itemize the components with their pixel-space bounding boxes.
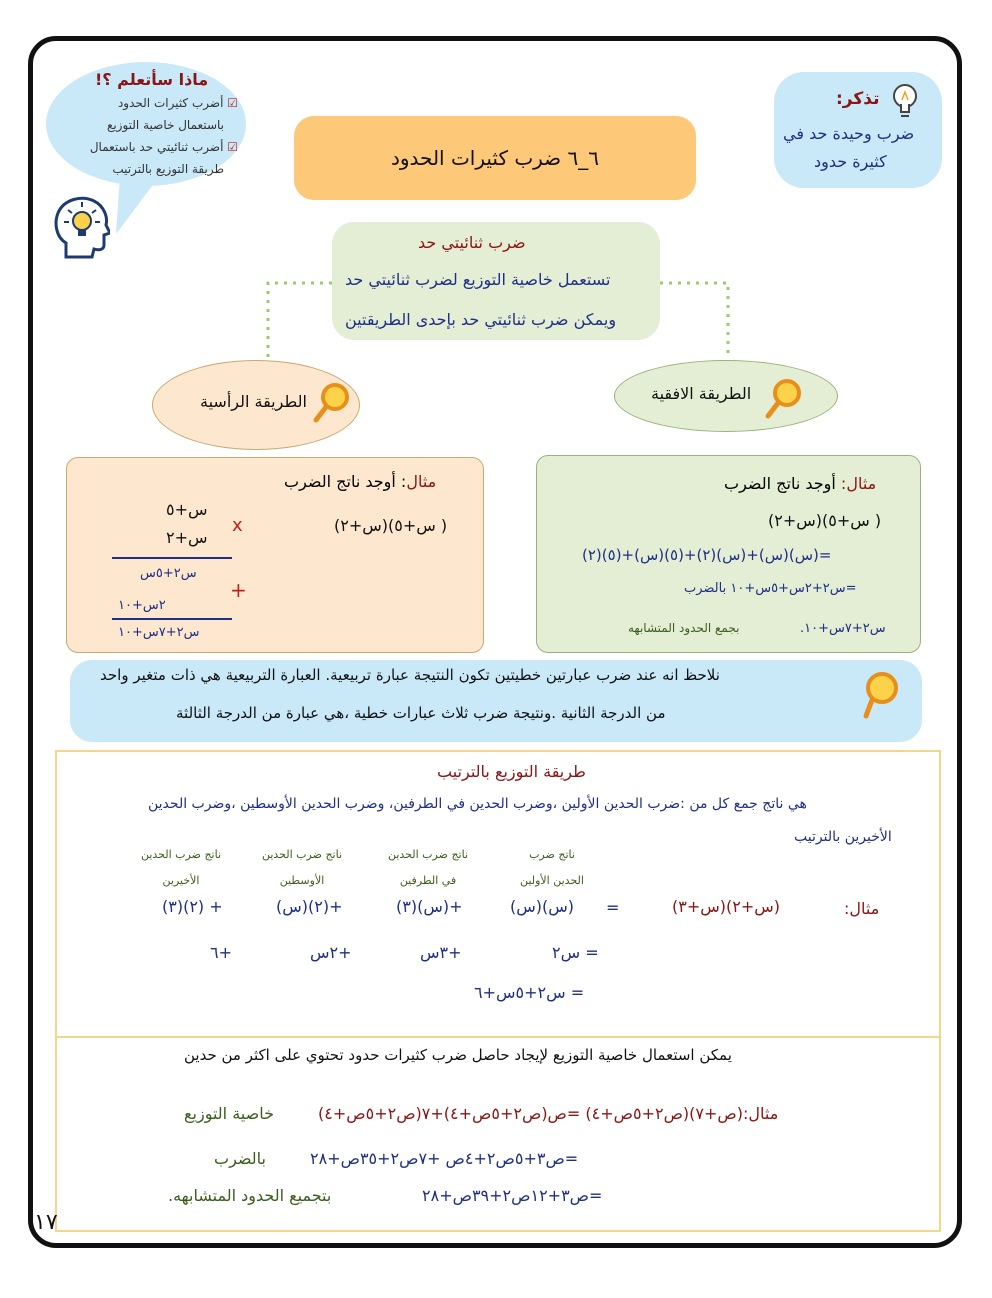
binomial-line1: تستعمل خاصية التوزيع لضرب ثنائيتي حد — [345, 270, 611, 289]
vertical-row2: س+٢ — [166, 528, 208, 547]
learn-item: ☑ أضرب ثنائيتي حد باستعمال — [89, 140, 238, 154]
foil-definition-line2: الأخيرين بالترتيب — [794, 829, 892, 845]
general-example: مثال:(ص+٧)(ص٢+٥ص+٤) =ص(ص٢+٥ص+٤)+٧(ص٢+٥ص+٤) — [318, 1104, 779, 1123]
foil-label-first: ناتج ضرب الحدين الأولين — [520, 848, 584, 887]
example-label: مثال — [406, 472, 437, 491]
foil-equals: = — [606, 898, 620, 917]
foil-term: + (٢)(٣) — [162, 897, 223, 916]
general-note1: خاصية التوزيع — [184, 1104, 274, 1123]
foil-step2-term: +٣س — [420, 943, 462, 962]
vertical-row1: س+٥ — [166, 500, 208, 519]
foil-definition-line1: هي ناتج جمع كل من :ضرب الحدين الأولين ،وضرب الحدين في الطرفين، وضرب الحدين الأوسطين ،وضرب الحدين — [148, 796, 807, 812]
foil-heading: طريقة التوزيع بالترتيب — [437, 762, 586, 781]
plus-sign: + — [230, 578, 247, 602]
vertical-row3: س٢+٥س — [140, 566, 197, 581]
foil-label-outer: ناتج ضرب الحدين في الطرفين — [387, 848, 469, 887]
foil-step3: = س٢+٥س+٦ — [474, 983, 585, 1002]
learn-list — [60, 92, 238, 180]
times-sign: x — [232, 515, 243, 536]
learn-item: طريقة التوزيع بالترتيب — [112, 162, 224, 176]
remember-line1: ضرب وحيدة حد في — [783, 124, 915, 143]
remember-heading: تذكر: — [836, 89, 880, 109]
foil-expression: (س+٢)(س+٣) — [672, 897, 781, 916]
divider — [112, 618, 232, 620]
foil-label-last: ناتج ضرب الحدين الأخيرين — [140, 848, 222, 887]
horizontal-line2: =س٢+٢س+٥س+١٠ بالضرب — [684, 581, 857, 596]
general-intro: يمكن استعمال خاصية التوزيع لإيجاد حاصل ضرب كثيرات حدود تحتوي على اكثر من حدين — [184, 1046, 732, 1064]
horizontal-example-heading — [724, 474, 876, 493]
observation-line2: من الدرجة الثانية .ونتيجة ضرب ثلاث عبارات خطية ،هي عبارة من الدرجة الثالثة — [176, 704, 666, 722]
vertical-example-heading — [284, 472, 436, 491]
thinking-head-icon — [52, 193, 110, 261]
connector-lines — [260, 275, 740, 365]
foil-term: +(س)(٣) — [396, 897, 463, 916]
foil-step2-term: +٢س — [310, 943, 352, 962]
horizontal-line1: =(س)(س)+(س)(٢)+(٥)(س)+(٥)(٢) — [582, 546, 832, 564]
page-title: ٦_٦ ضرب كثيرات الحدود — [294, 116, 696, 200]
divider — [112, 557, 232, 559]
observation-line1: نلاحظ انه عند ضرب عبارتين خطيتين تكون النتيجة عبارة تربيعية. العبارة التربيعية هي ذات متغير واحد — [100, 666, 720, 684]
vertical-method-label: الطريقة الرأسية — [200, 392, 307, 411]
page-number: ١٧ — [34, 1210, 58, 1235]
remember-line2: كثيرة حدود — [814, 152, 887, 171]
horizontal-expression: ( س+٥)(س+٢) — [768, 511, 882, 530]
horizontal-line3-note: بجمع الحدود المتشابهه — [628, 621, 740, 635]
foil-example-label: مثال: — [844, 899, 880, 918]
foil-label-inner: ناتج ضرب الحدين الأوسطين — [261, 848, 343, 887]
magnifier-icon — [764, 376, 806, 420]
horizontal-method-label: الطريقة الافقية — [651, 384, 752, 403]
foil-step2-term: +٦ — [210, 943, 232, 962]
foil-term: +(٢)(س) — [276, 897, 343, 916]
vertical-expression: ( س+٥)(س+٢) — [334, 516, 448, 535]
learn-item: ☑ أضرب كثيرات الحدود — [117, 96, 238, 110]
binomial-line2: ويمكن ضرب ثنائيتي حد بإحدى الطريقتين — [345, 310, 617, 329]
example-text: : أوجد ناتج الضرب — [284, 472, 407, 491]
lightbulb-icon — [888, 78, 922, 122]
learn-item: باستعمال خاصية التوزيع — [106, 118, 224, 132]
foil-step2: = س٢ — [552, 943, 599, 962]
general-line3: =ص٣+١٢ص٢+٣٩ص+٢٨ — [422, 1186, 603, 1205]
checkbox-icon: ☑ — [227, 140, 238, 154]
example-text: أوجد ناتج الضرب — [724, 474, 836, 493]
magnifier-icon — [312, 380, 354, 424]
foil-term: (س)(س) — [510, 897, 575, 916]
checkbox-icon: ☑ — [227, 96, 238, 110]
example-label: مثال: — [840, 474, 877, 493]
general-note3: بتجميع الحدود المتشابهه. — [168, 1186, 332, 1205]
learn-heading: ماذا سأتعلم ؟! — [95, 70, 209, 89]
vertical-row5: س٢+٧س+١٠ — [118, 625, 200, 640]
magnifier-icon — [858, 668, 904, 722]
general-line2: =ص٣+٥ص٢+٤ص +٧ص٢+٣٥ص+٢٨ — [310, 1149, 579, 1168]
binomial-heading: ضرب ثنائيتي حد — [418, 233, 526, 252]
horizontal-line3: س٢+٧س+١٠. — [800, 621, 886, 636]
vertical-row4: ٢س+١٠ — [118, 598, 166, 613]
general-note2: بالضرب — [214, 1149, 266, 1168]
